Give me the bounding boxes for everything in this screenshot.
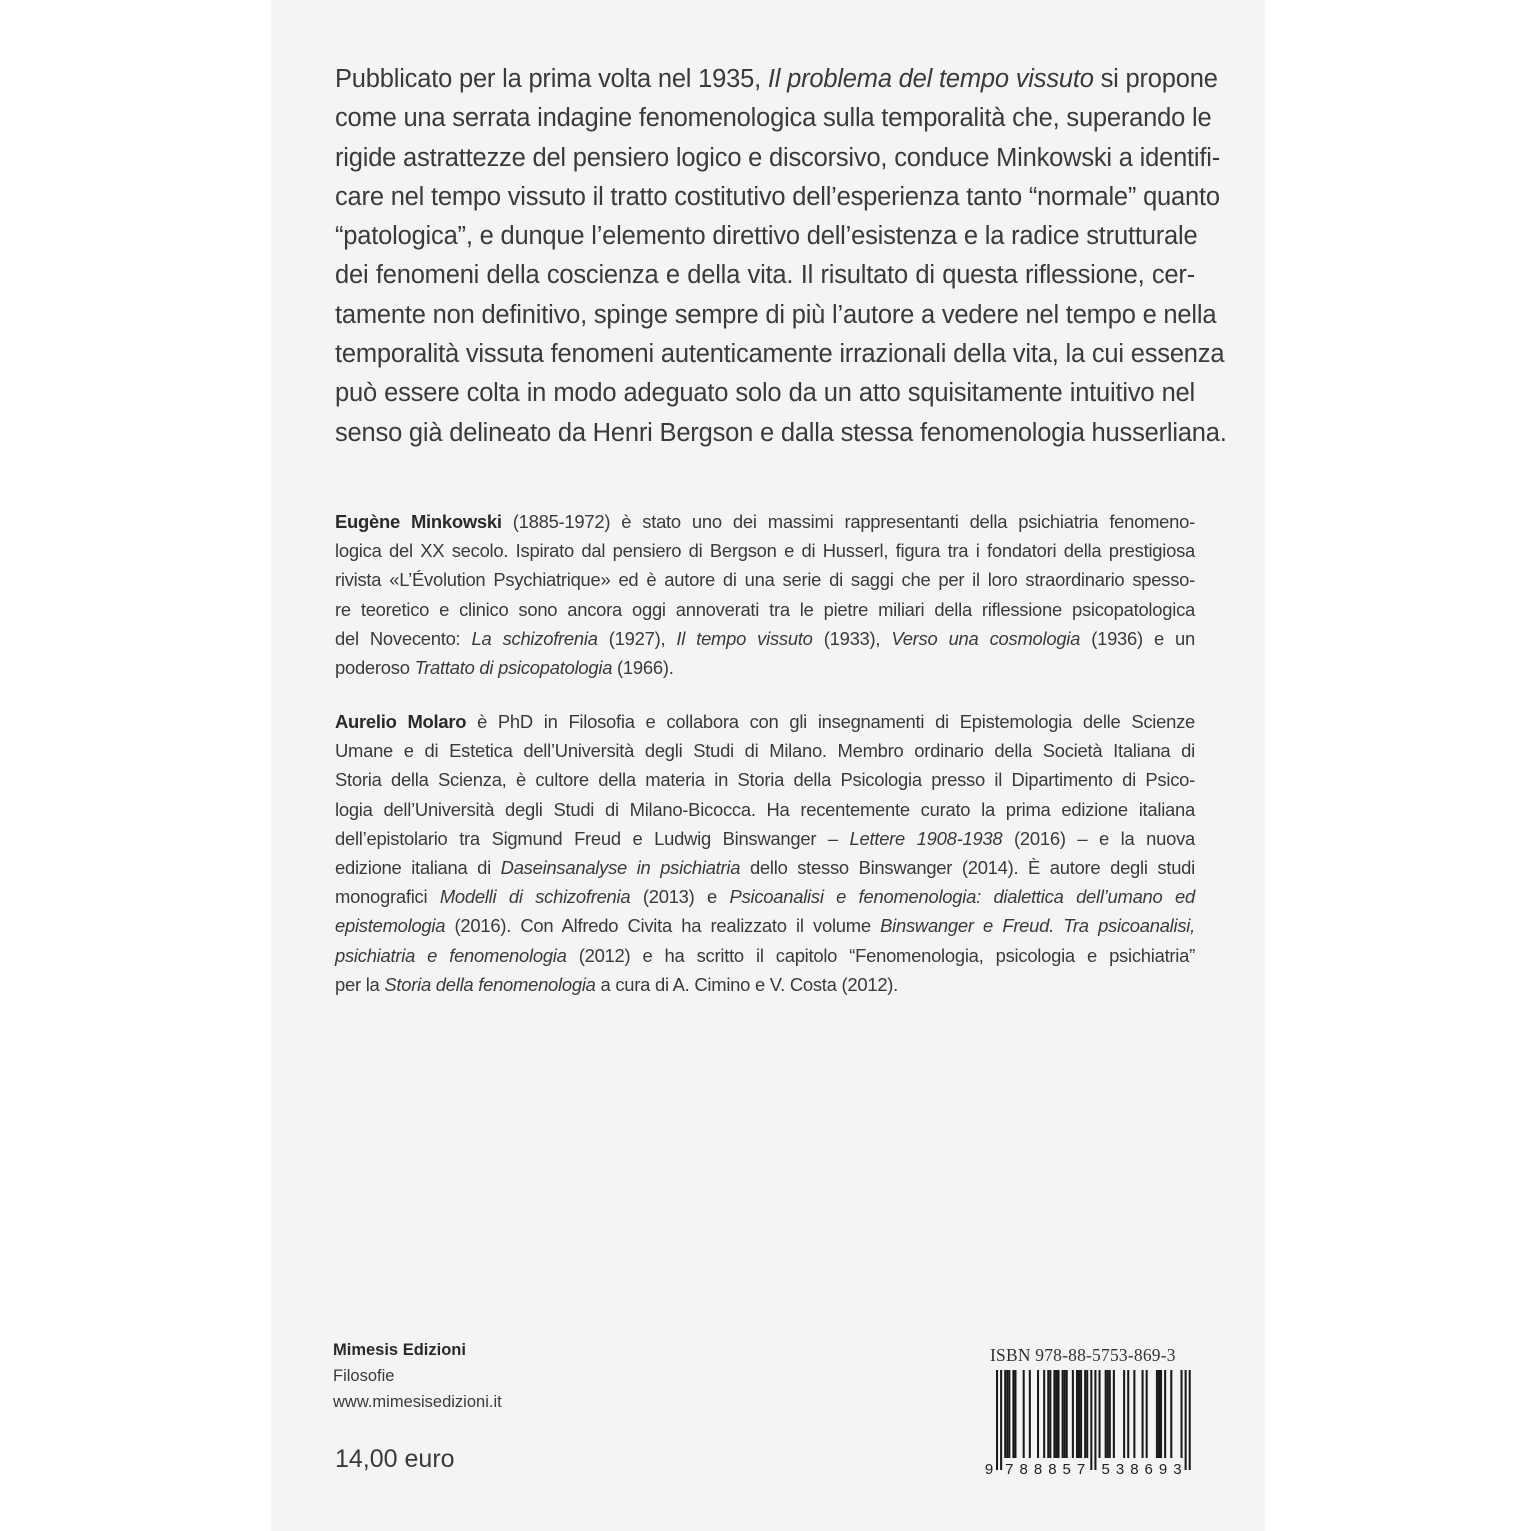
translator-bio-molaro: [335, 707, 1195, 999]
barcode-bar: [1133, 1370, 1135, 1458]
barcode-bar: [1043, 1370, 1045, 1458]
barcode-bar: [1099, 1370, 1101, 1458]
work-title: Psicoanalisi e fenomenologia: dialettica dell’umano ed: [729, 886, 1195, 908]
work-title: Verso una cosmologia: [891, 627, 1081, 649]
barcode-bar: [1062, 1370, 1064, 1458]
bio-line: edizione italiana di Daseinsanalyse in psichiatria dello stesso Binswanger (2014). È autore degli studi: [335, 857, 1195, 879]
work-title: Binswanger e Freud. Tra psicoanalisi,: [880, 915, 1195, 937]
bio-line: logia dell’Università degli Studi di Milano-Bicocca. Ha recentemente curato la prima edizione italiana: [335, 798, 1195, 820]
barcode-digit: 5: [1101, 1461, 1110, 1478]
bio-line: poderoso Trattato di psicopatologia (1966).: [335, 657, 674, 679]
barcode-bar: [1185, 1370, 1187, 1470]
barcode-bar: [1146, 1370, 1148, 1458]
barcode-bar: [1084, 1370, 1086, 1458]
blurb-paragraph: [335, 60, 1227, 453]
barcode-bar: [1012, 1370, 1014, 1458]
isbn-label: ISBN 978-88-5753-869-3: [990, 1345, 1176, 1365]
barcode-digit: 3: [1115, 1461, 1125, 1478]
bio-line: Storia della Scienza, è cultore della materia in Storia della Psicologia presso il Dipartimento di Psico-: [335, 769, 1195, 791]
publisher-info: [333, 1337, 502, 1415]
barcode-bar: [1090, 1370, 1092, 1470]
work-title: Trattato di psicopatologia: [414, 657, 613, 679]
bio-line: del Novecento: La schizofrenia (1927), Il tempo vissuto (1933), Verso una cosmologia (1936) e un: [335, 627, 1195, 649]
barcode-bar: [996, 1370, 998, 1470]
blurb-line: rigide astrattezze del pensiero logico e discorsivo, conduce Minkowski a identifi-: [335, 143, 1221, 172]
barcode-bar: [1080, 1370, 1082, 1458]
work-title: Modelli di schizofrenia: [439, 886, 631, 908]
series-name: Filosofie: [333, 1367, 395, 1385]
barcode-bar: [1064, 1370, 1066, 1458]
person-name: Eugène Minkowski: [335, 511, 502, 532]
person-name: Aurelio Molaro: [335, 711, 467, 732]
barcode-digit: 8: [1033, 1461, 1043, 1478]
blurb-line: care nel tempo vissuto il tratto costitutivo dell’esperienza tanto “normale” quanto: [335, 182, 1220, 211]
publisher-name: Mimesis Edizioni: [333, 1341, 466, 1359]
barcode-bar: [1113, 1370, 1115, 1458]
bio-line: epistemologia (2016). Con Alfredo Civita ha realizzato il volume Binswanger e Freud. Tra psicoanalisi,: [335, 915, 1195, 937]
bio-line: monografici Modelli di schizofrenia (2013) e Psicoanalisi e fenomenologia: dialettica dell’umano ed: [335, 886, 1195, 908]
barcode-bar: [1109, 1370, 1111, 1458]
barcode-bar: [1160, 1370, 1162, 1458]
barcode-bar: [1076, 1370, 1078, 1458]
barcode-digit: 3: [1173, 1461, 1182, 1478]
isbn-barcode: [984, 1370, 1199, 1476]
barcode-bar: [1170, 1370, 1172, 1458]
bio-line: rivista «L’Évolution Psychiatrique» ed è autore di una serie di saggi che per il loro straordinario spesso-: [335, 569, 1195, 591]
barcode-bar: [1164, 1370, 1166, 1458]
barcode-bar: [1142, 1370, 1144, 1458]
barcode-bar: [1127, 1370, 1129, 1458]
work-title: psichiatria e fenomenologia: [335, 944, 567, 966]
barcode-bar: [1072, 1370, 1074, 1458]
barcode-bar: [1008, 1370, 1010, 1458]
blurb-line: Pubblicato per la prima volta nel 1935, Il problema del tempo vissuto si propone: [335, 65, 1218, 93]
price: 14,00 euro: [335, 1445, 455, 1473]
publisher-website: www.mimesisedizioni.it: [333, 1393, 502, 1411]
barcode-digit: 8: [1048, 1461, 1057, 1478]
barcode-bar: [1037, 1370, 1039, 1458]
barcode-digit: 6: [1144, 1461, 1153, 1478]
barcode-bar: [1023, 1370, 1025, 1458]
book-title: Il problema del tempo vissuto: [767, 65, 1094, 93]
blurb-line: come una serrata indagine fenomenologica sulla temporalità che, superando le: [335, 104, 1212, 133]
blurb-line: senso già delineato da Henri Bergson e dalla stessa fenomenologia husserliana.: [335, 418, 1227, 447]
blurb-line: può essere colta in modo adeguato solo da un atto squisitamente intuitivo nel: [335, 379, 1195, 408]
bio-line: re teoretico e clinico sono ancora oggi annoverati tra le pietre miliari della riflessione psicopatologica: [335, 598, 1195, 620]
barcode-bar: [1078, 1370, 1080, 1458]
barcode-bar: [1047, 1370, 1049, 1458]
work-title: La schizofrenia: [471, 627, 598, 649]
author-bio-minkowski: [335, 507, 1195, 682]
bio-line: psichiatria e fenomenologia (2012) e ha scritto il capitolo “Fenomenologia, psicologia e psichiatria”: [335, 944, 1195, 966]
barcode-digit: 9: [984, 1461, 994, 1478]
barcode-bar: [1066, 1370, 1068, 1458]
barcode-digit: 9: [1158, 1461, 1168, 1478]
barcode-bar: [1049, 1370, 1051, 1458]
barcode-bar: [1000, 1370, 1002, 1470]
work-title: Lettere 1908-1938: [849, 827, 1003, 849]
barcode-bar: [1055, 1370, 1057, 1458]
work-title: Daseinsanalyse in psichiatria: [500, 857, 741, 879]
barcode-digit: 8: [1130, 1461, 1139, 1478]
barcode-bar: [1029, 1370, 1031, 1458]
barcode-bar: [1156, 1370, 1158, 1458]
barcode-bar: [1189, 1370, 1191, 1470]
barcode-bar: [1094, 1370, 1096, 1470]
work-title: Storia della fenomenologia: [384, 973, 596, 995]
barcode-bar: [1004, 1370, 1006, 1458]
bio-line: dell’epistolario tra Sigmund Freud e Ludwig Binswanger – Lettere 1908-1938 (2016) – e la nuova: [335, 827, 1195, 849]
blurb-line: tamente non definitivo, spinge sempre di più l’autore a vedere nel tempo e nella: [335, 300, 1217, 329]
barcode-bar: [1086, 1370, 1088, 1458]
bio-line: logica del XX secolo. Ispirato dal pensiero di Bergson e di Husserl, figura tra i fondatori della prestigiosa: [335, 540, 1195, 562]
barcode-digit: 7: [1005, 1461, 1014, 1478]
bio-line: per la Storia della fenomenologia a cura di A. Cimino e V. Costa (2012).: [335, 973, 899, 995]
barcode-bar: [1123, 1370, 1125, 1458]
work-title: epistemologia: [335, 915, 446, 937]
blurb-line: dei fenomeni della coscienza e della vita. Il risultato di questa riflessione, cer-: [335, 261, 1195, 290]
barcode-bar: [1058, 1370, 1060, 1458]
bio-line: Eugène Minkowski (1885-1972) è stato uno dei massimi rappresentanti della psichiatria fenomeno-: [335, 511, 1195, 532]
barcode-digit: 7: [1076, 1461, 1086, 1478]
barcode-bar: [1053, 1370, 1055, 1458]
barcode-bar: [1181, 1370, 1183, 1458]
barcode-bar: [1158, 1370, 1160, 1458]
blurb-line: “patologica”, e dunque l’elemento direttivo dell’esistenza e la radice strutturale: [335, 222, 1198, 251]
barcode-digit: 5: [1062, 1461, 1071, 1478]
barcode-bar: [1107, 1370, 1109, 1458]
work-title: Il tempo vissuto: [676, 627, 813, 649]
bio-line: Aurelio Molaro è PhD in Filosofia e collabora con gli insegnamenti di Epistemologia delle Scienze: [335, 711, 1195, 732]
bio-line: Umane e di Estetica dell’Università degli Studi di Milano. Membro ordinario della Società Italiana di: [335, 740, 1195, 762]
barcode-digit: 8: [1019, 1461, 1028, 1478]
barcode-bar: [1105, 1370, 1107, 1458]
blurb-line: temporalità vissuta fenomeni autenticamente irrazionali della vita, la cui essenza: [335, 340, 1225, 369]
barcode-bar: [1006, 1370, 1008, 1458]
barcode-bar: [1014, 1370, 1016, 1458]
